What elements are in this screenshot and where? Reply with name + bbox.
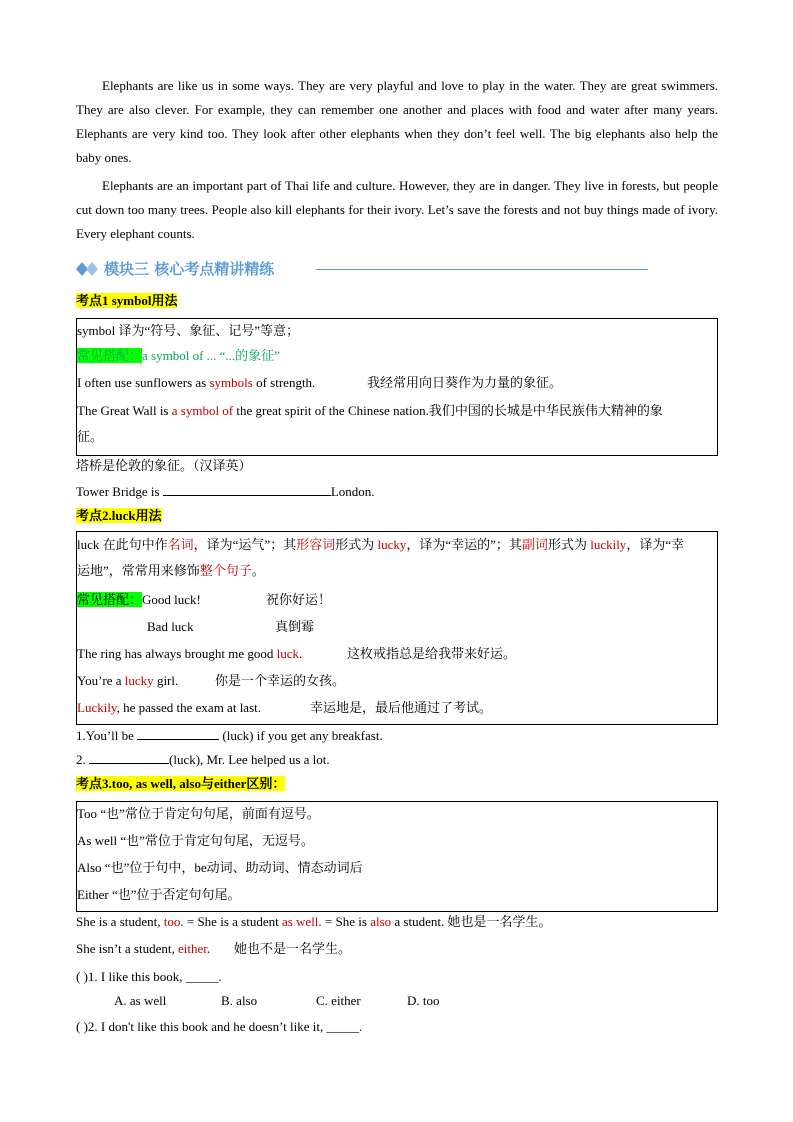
kp2-box [76,531,718,725]
intro-paragraph-2: Elephants are an important part of Thai life and culture. However, they are in danger. They live in forests, but people cut down too many trees. People also kill elephants for their ivory. Let’s save the forests and not buy things made of ivory. Every elephant counts. [76,178,718,241]
kp2-line-1: luck 在此句中作名词，译为“运气”；其形容词形式为 lucky，译为“幸运的”；其副词形式为 luckily，译为“幸 [77,537,685,552]
kp2-collocation-1: 常见搭配：Good luck! [77,592,201,607]
kp2-example-1-cn: 这枚戒指总是给我带来好运。 [347,646,517,661]
kp1-example-2: The Great Wall is a symbol of the great spirit of the Chinese nation.我们中国的长城是中华民族伟大精神的象 [77,403,663,418]
kp3-rule-as-well: As well “也”常位于肯定句句尾，无逗号。 [77,833,314,848]
option-d[interactable]: D. too [407,993,440,1008]
section-header [76,258,718,280]
kp3-heading: 考点3.too, as well, also与either区别： [76,776,286,791]
kp3-box [76,801,718,912]
kp1-example-1: I often use sunflowers as symbols of strength. [77,375,316,390]
kp3-rule-too: Too “也”常位于肯定句句尾，前面有逗号。 [77,806,320,821]
kp3-rule-either: Either “也”位于否定句句尾。 [77,887,241,902]
kp1-task-cn: 塔桥是伦敦的象征。（汉译英） [76,458,252,473]
kp2-collocation-2-cn: 真倒霉 [275,619,315,634]
kp2-question-2: 2. (luck), Mr. Lee helped us a lot. [76,752,330,767]
kp1-definition: symbol 译为“符号、象征、记号”等意； [77,323,300,338]
kp3-question-2: ( )2. I don't like this book and he doesn’t like it, _____. [76,1019,363,1034]
kp2-question-1: 1.You’ll be (luck) if you get any breakfast. [76,728,383,743]
option-a[interactable]: A. as well [114,993,167,1008]
answer-blank[interactable] [137,727,219,740]
kp1-heading: 考点1 symbol用法 [76,293,178,308]
answer-blank[interactable] [163,483,331,496]
kp3-example-2: She isn’t a student, either. [76,941,211,956]
section-title: 模块三 核心考点精讲精练 [104,260,275,278]
kp2-collocation-2: Bad luck [147,619,194,634]
kp2-heading: 考点2.luck用法 [76,508,162,523]
kp2-example-2: You’re a lucky girl. [77,673,179,688]
kp3-rule-also: Also “也”位于句中，be动词、助动词、情态动词后 [77,860,363,875]
kp1-task-en: Tower Bridge is London. [76,484,375,499]
kp2-example-3-cn: 幸运地是，最后他通过了考试。 [310,700,493,715]
kp2-collocation-1-cn: 祝你好运！ [266,592,332,607]
section-rule [316,269,648,270]
kp1-collocation: 常见搭配：a symbol of ... “...的象征” [77,348,280,363]
kp2-line-2: 运地”，常常用来修饰整个句子。 [77,563,265,578]
answer-blank[interactable] [89,751,169,764]
kp3-example-2-cn: 她也不是一名学生。 [234,941,352,956]
kp1-example-2-cont: 征。 [77,429,104,444]
kp1-example-1-cn: 我经常用向日葵作为力量的象征。 [367,375,563,390]
double-diamond-icon [76,262,100,276]
kp2-example-1: The ring has always brought me good luck. [77,646,303,661]
kp2-example-3: Luckily, he passed the exam at last. [77,700,261,715]
kp2-example-2-cn: 你是一个幸运的女孩。 [215,673,346,688]
option-c[interactable]: C. either [316,993,361,1008]
option-b[interactable]: B. also [221,993,258,1008]
kp3-example-1: She is a student, too. = She is a student as well. = She is also a student. 她也是一名学生。 [76,914,552,929]
kp1-box [76,318,718,456]
kp3-question-1: ( )1. I like this book, _____. [76,969,222,984]
intro-paragraph-1: Elephants are like us in some ways. They are very playful and love to play in the water. They are great swimmers. They are also clever. For example, they can remember one another and places with food and water after many years. Elephants are very kind too. They look after other elephants when they don’t feel well. The big elephants also help the baby ones. [76,78,718,165]
